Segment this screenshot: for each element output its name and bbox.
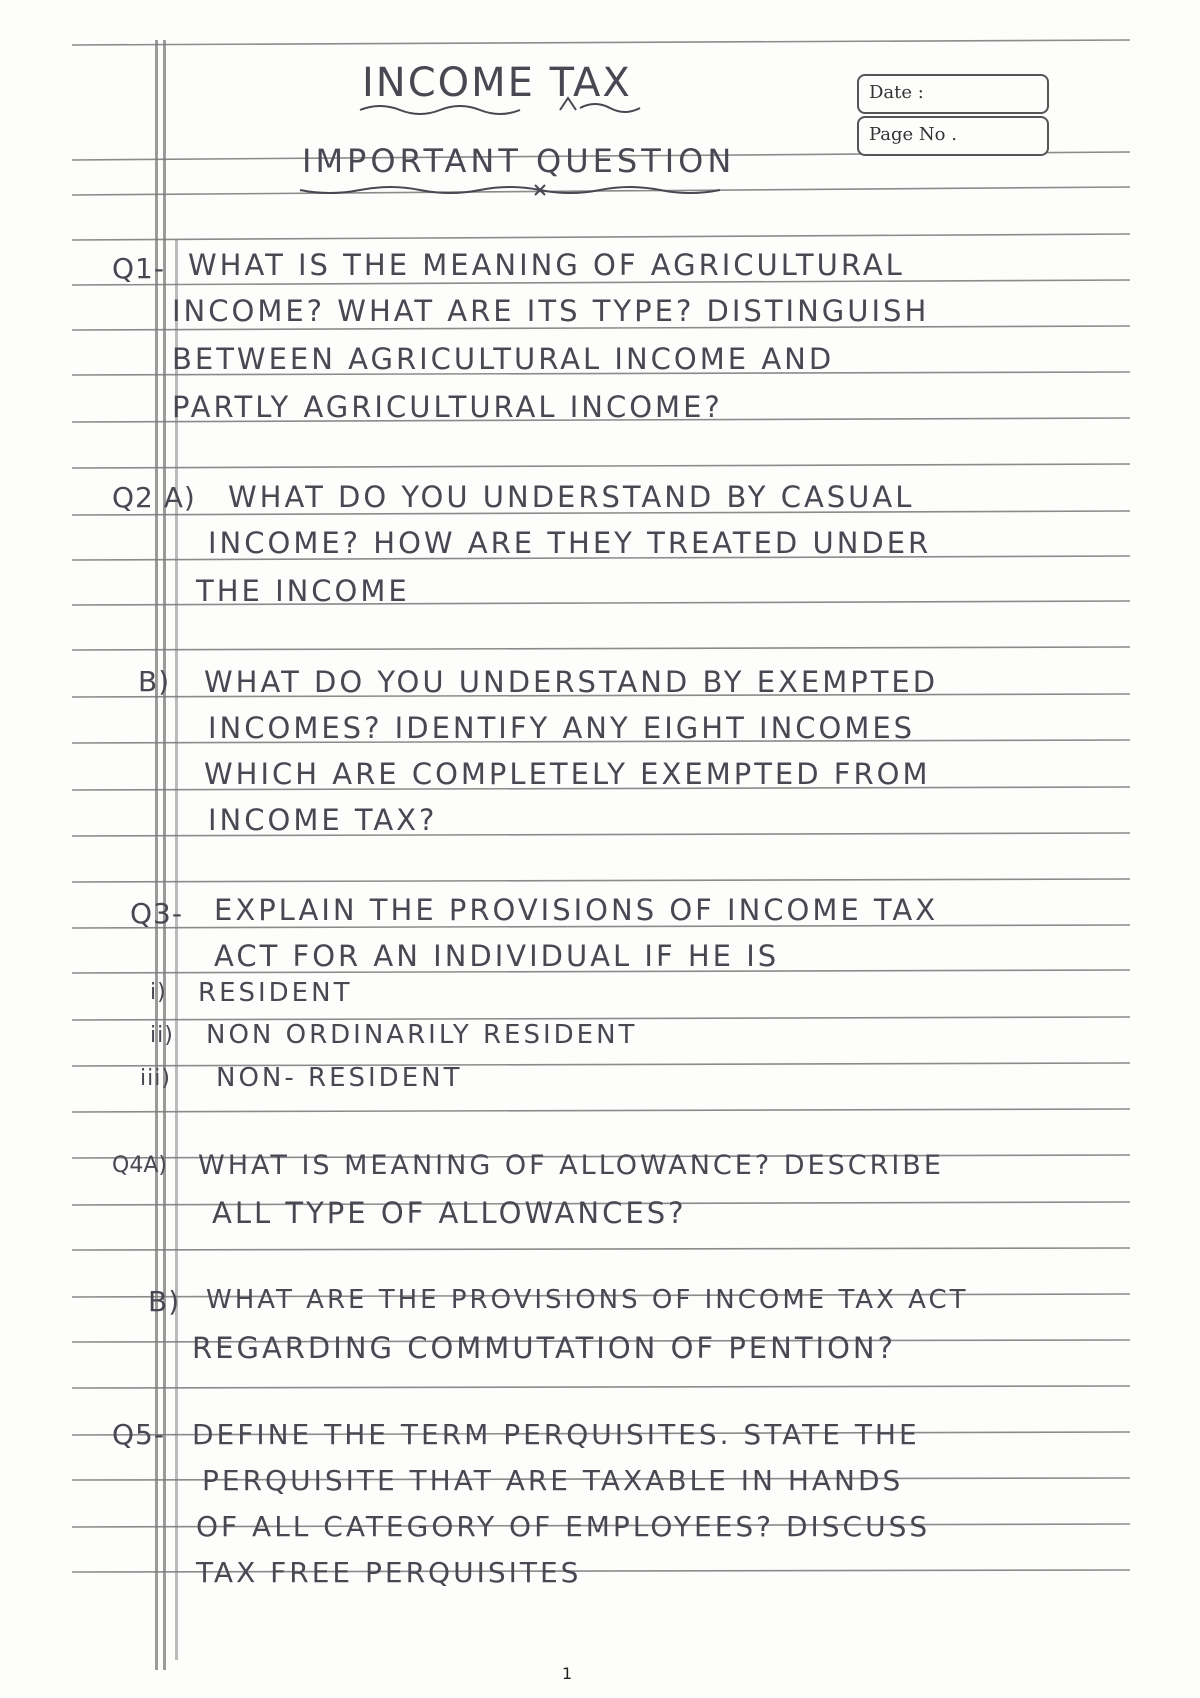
question-text-line: WHAT IS THE MEANING OF AGRICULTURAL	[188, 248, 905, 282]
question-text-line: PERQUISITE THAT ARE TAXABLE IN HANDS	[202, 1464, 904, 1497]
list-item-text: RESIDENT	[198, 978, 353, 1008]
question-label: Q4A)	[112, 1153, 167, 1178]
question-label: Q5-	[112, 1418, 165, 1451]
question-text-line: INCOME TAX?	[208, 803, 438, 837]
list-item-text: NON ORDINARILY RESIDENT	[206, 1020, 638, 1050]
question-text-line: ACT FOR AN INDIVIDUAL IF HE IS	[214, 939, 780, 973]
page-subtitle: IMPORTANT QUESTION	[302, 142, 736, 180]
question-label: B)	[138, 665, 171, 698]
question-text-line: ALL TYPE OF ALLOWANCES?	[212, 1196, 687, 1230]
question-text-line: INCOME? HOW ARE THEY TREATED UNDER	[208, 526, 932, 560]
question-label: Q1-	[112, 252, 165, 285]
page-number: 1	[562, 1664, 573, 1683]
question-text-line: OF ALL CATEGORY OF EMPLOYEES? DISCUSS	[196, 1510, 931, 1543]
question-text-line: WHAT IS MEANING OF ALLOWANCE? DESCRIBE	[198, 1150, 944, 1181]
margin-line-3	[175, 240, 178, 1660]
list-item-number: iii)	[140, 1066, 171, 1091]
question-text-line: WHAT DO YOU UNDERSTAND BY CASUAL	[228, 480, 915, 514]
question-label: Q3-	[130, 897, 183, 930]
question-label: B)	[148, 1285, 181, 1318]
page-no-label: Page No .	[869, 124, 957, 145]
question-text-line: PARTLY AGRICULTURAL INCOME?	[172, 390, 723, 424]
date-box	[857, 74, 1049, 114]
date-label: Date :	[869, 82, 924, 103]
question-text-line: WHAT ARE THE PROVISIONS OF INCOME TAX ACT	[206, 1285, 969, 1315]
page-title: INCOME TAX	[362, 60, 632, 106]
question-text-line: WHAT DO YOU UNDERSTAND BY EXEMPTED	[204, 665, 939, 699]
question-text-line: WHICH ARE COMPLETELY EXEMPTED FROM	[204, 757, 931, 791]
question-text-line: DEFINE THE TERM PERQUISITES. STATE THE	[192, 1418, 920, 1451]
question-text-line: EXPLAIN THE PROVISIONS OF INCOME TAX	[214, 893, 939, 927]
list-item-number: i)	[150, 980, 167, 1005]
question-text-line: BETWEEN AGRICULTURAL INCOME AND	[172, 342, 835, 376]
question-text-line: TAX FREE PERQUISITES	[196, 1556, 582, 1589]
list-item-text: NON- RESIDENT	[216, 1063, 463, 1093]
question-text-line: THE INCOME	[196, 574, 410, 608]
question-label: Q2 A)	[112, 481, 196, 514]
list-item-number: ii)	[150, 1023, 174, 1048]
question-text-line: REGARDING COMMUTATION OF PENTION?	[192, 1331, 897, 1365]
page-no-box	[857, 116, 1049, 156]
question-text-line: INCOMES? IDENTIFY ANY EIGHT INCOMES	[208, 711, 916, 745]
question-text-line: INCOME? WHAT ARE ITS TYPE? DISTINGUISH	[172, 294, 930, 328]
